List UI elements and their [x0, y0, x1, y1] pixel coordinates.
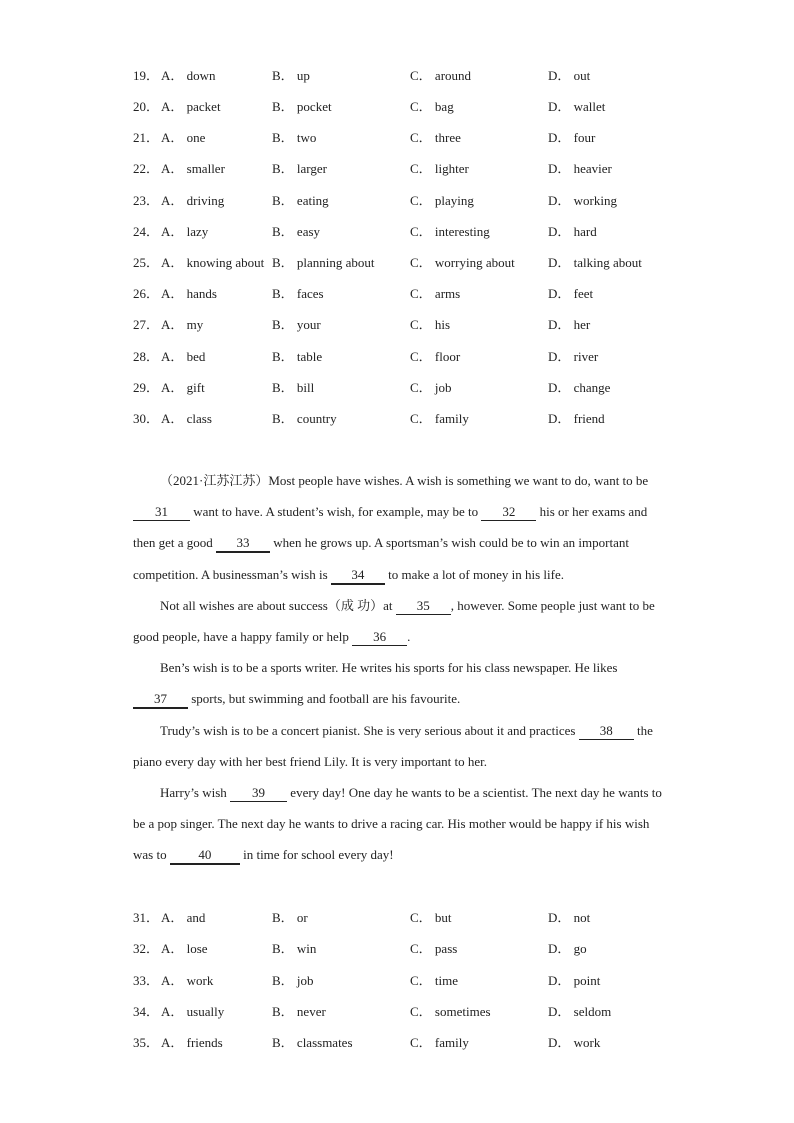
option-a: A． bed — [161, 349, 206, 364]
option-a: A． one — [161, 130, 206, 145]
passage-text: Not all wishes are about success（成 功）at — [160, 597, 396, 613]
option-c: C． around — [410, 68, 472, 83]
option-c: C． lighter — [410, 161, 469, 176]
option-b: B． up — [272, 68, 310, 83]
passage-paragraph-3 — [133, 652, 663, 714]
question-number: 27． — [133, 317, 160, 332]
option-c: C． pass — [410, 941, 458, 956]
passage-paragraph-4 — [133, 715, 663, 777]
option-c: C． his — [410, 317, 451, 332]
blank-34: 34 — [331, 567, 385, 585]
passage-text: Ben’s wish is to be a sports writer. He writes his sports for his class newspaper. He likes — [160, 660, 618, 676]
option-b: B． two — [272, 130, 317, 145]
option-d: D． heavier — [548, 161, 612, 176]
reading-passage — [133, 465, 663, 871]
option-a: A． down — [161, 68, 216, 83]
passage-text: his or her exams and then get a good — [133, 504, 648, 551]
passage-paragraph-1 — [133, 465, 663, 590]
option-b: B． bill — [272, 380, 315, 395]
option-b: B． win — [272, 941, 317, 956]
option-c: C． arms — [410, 286, 461, 301]
option-b: B． eating — [272, 193, 329, 208]
passage-paragraph-2 — [133, 590, 663, 652]
passage-paragraph-5 — [133, 777, 663, 871]
blank-37: 37 — [133, 691, 188, 709]
option-a: A． lose — [161, 941, 208, 956]
option-d: D． work — [548, 1035, 601, 1050]
option-c: C． playing — [410, 193, 474, 208]
option-a: A． driving — [161, 193, 225, 208]
question-number: 23． — [133, 193, 160, 208]
option-a: A． hands — [161, 286, 217, 301]
option-a: A． my — [161, 317, 204, 332]
option-a: A． gift — [161, 380, 205, 395]
option-b: B． your — [272, 317, 321, 332]
option-d: D． four — [548, 130, 596, 145]
option-a: A． usually — [161, 1004, 225, 1019]
question-number: 29． — [133, 380, 160, 395]
option-a: A． friends — [161, 1035, 223, 1050]
option-d: D． out — [548, 68, 591, 83]
question-number: 33． — [133, 973, 160, 988]
option-c: C． but — [410, 910, 452, 925]
passage-source: （2021·江苏江苏） — [160, 473, 269, 488]
option-d: D． hard — [548, 224, 597, 239]
option-b: B． or — [272, 910, 308, 925]
option-c: C． interesting — [410, 224, 490, 239]
passage-text: want to have. A student’s wish, for example, may be to — [190, 504, 482, 520]
passage-text: . — [407, 629, 411, 645]
option-a: A． lazy — [161, 224, 209, 239]
option-d: D． change — [548, 380, 611, 395]
option-c: C． family — [410, 1035, 469, 1050]
passage-text: to make a lot of money in his life. — [384, 566, 564, 582]
option-c: C． floor — [410, 349, 461, 364]
passage-text: every day! One day he wants to be a scientist. The next day he wants to be a pop singer. The next day he wants to drive a racing car. His mother would be happy if his wish was to — [133, 785, 662, 863]
option-d: D． friend — [548, 411, 605, 426]
option-b: B． faces — [272, 286, 324, 301]
blank-32: 32 — [481, 504, 536, 521]
option-a: A． packet — [161, 99, 221, 114]
passage-text: sports, but swimming and football are his favourite. — [188, 691, 461, 707]
passage-text: Harry’s wish — [160, 785, 231, 801]
passage-text: Most people have wishes. A wish is something we want to do, want to be — [268, 473, 649, 488]
option-a: A． smaller — [161, 161, 225, 176]
question-number: 19． — [133, 68, 160, 83]
option-b: B． job — [272, 973, 314, 988]
option-d: D． talking about — [548, 255, 642, 270]
option-a: A． class — [161, 411, 212, 426]
blank-38: 38 — [579, 723, 634, 740]
option-d: D． working — [548, 193, 617, 208]
option-d: D． not — [548, 910, 591, 925]
option-d: D． wallet — [548, 99, 606, 114]
passage-text: when he grows up. A sportsman’s wish could be to win an important competition. A businessman’s wish is — [133, 535, 629, 582]
option-b: B． larger — [272, 161, 327, 176]
question-number: 35． — [133, 1035, 160, 1050]
option-d: D． seldom — [548, 1004, 612, 1019]
question-number: 20． — [133, 99, 160, 114]
blank-33: 33 — [216, 535, 270, 553]
question-number: 34． — [133, 1004, 160, 1019]
blank-40: 40 — [170, 847, 240, 865]
blank-39: 39 — [230, 785, 287, 802]
option-b: B． classmates — [272, 1035, 353, 1050]
blank-36: 36 — [352, 629, 407, 646]
option-b: B． table — [272, 349, 323, 364]
question-number: 26． — [133, 286, 160, 301]
passage-text: in time for school every day! — [239, 847, 394, 863]
question-number: 28． — [133, 349, 160, 364]
option-c: C． three — [410, 130, 461, 145]
option-b: B． pocket — [272, 99, 332, 114]
option-d: D． river — [548, 349, 599, 364]
question-number: 32． — [133, 941, 160, 956]
option-b: B． country — [272, 411, 337, 426]
option-d: D． feet — [548, 286, 594, 301]
passage-text: , however. Some people just want to be good people, have a happy family or help — [133, 597, 655, 645]
option-a: A． work — [161, 973, 214, 988]
question-number: 30． — [133, 411, 160, 426]
option-c: C． job — [410, 380, 452, 395]
blank-31: 31 — [133, 504, 190, 521]
option-c: C． worrying about — [410, 255, 515, 270]
option-a: A． and — [161, 910, 206, 925]
option-c: C． bag — [410, 99, 454, 114]
passage-text: the piano every day with her best friend Lily. It is very important to her. — [133, 722, 653, 769]
option-d: D． her — [548, 317, 591, 332]
option-d: D． point — [548, 973, 601, 988]
option-b: B． easy — [272, 224, 321, 239]
option-b: B． planning about — [272, 255, 375, 270]
option-a: A． knowing about — [161, 255, 265, 270]
question-number: 31． — [133, 910, 160, 925]
question-number: 25． — [133, 255, 160, 270]
question-number: 22． — [133, 161, 160, 176]
question-number: 21． — [133, 130, 160, 145]
option-c: C． family — [410, 411, 469, 426]
passage-text: Trudy’s wish is to be a concert pianist. She is very serious about it and practices — [160, 722, 579, 738]
option-c: C． sometimes — [410, 1004, 491, 1019]
question-number: 24． — [133, 224, 160, 239]
option-c: C． time — [410, 973, 459, 988]
option-d: D． go — [548, 941, 587, 956]
blank-35: 35 — [396, 598, 451, 615]
option-b: B． never — [272, 1004, 326, 1019]
